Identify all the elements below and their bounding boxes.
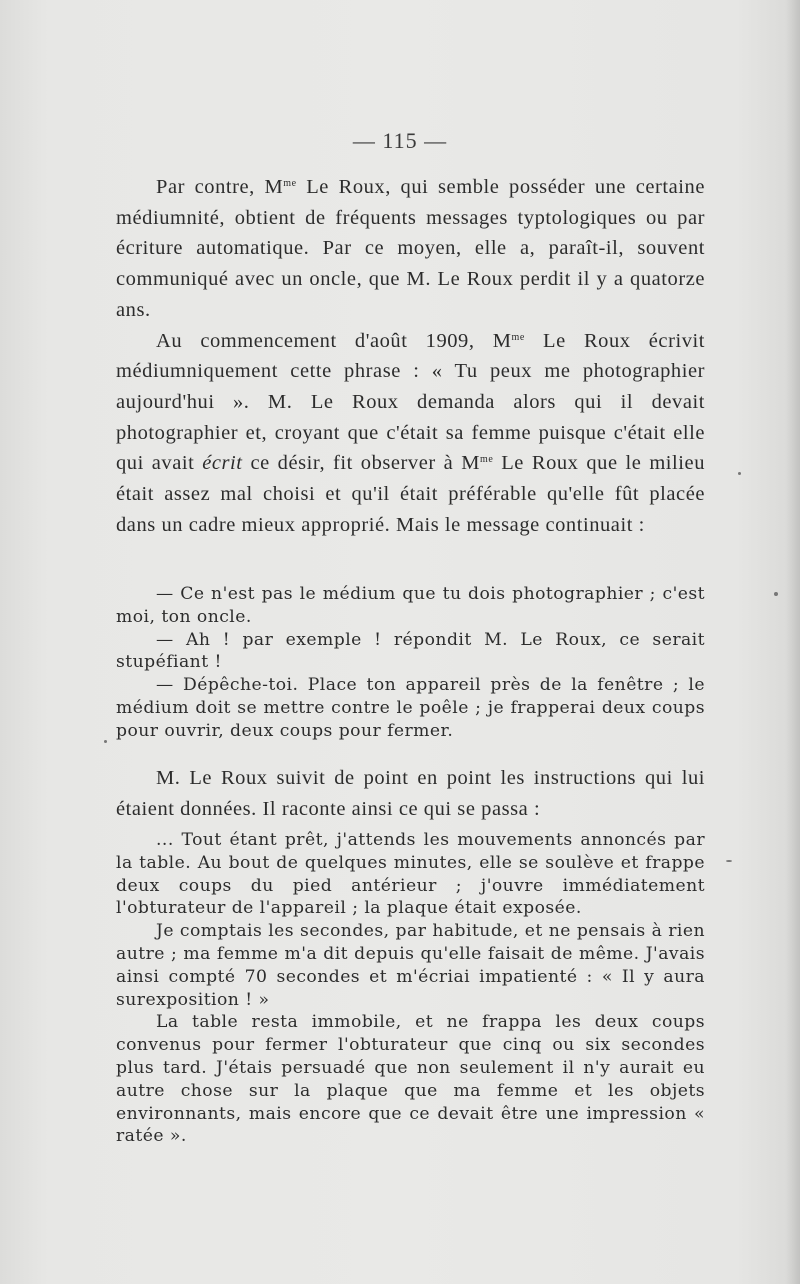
paragraph-2: Au commencement d'août 1909, $M^{me}$ Le Roux écrivit médiumniquement cette phrase : « Tu peux me photographier aujourd'hui ». M. Le Roux demanda alors qui il devait photographier et, croyant que c'était sa femme puisque c'était elle qui avait écrit ce désir, fit observer à $M^{me}$ Le Roux que le milieu était assez mal choisi et qu'il était préférable qu'elle fût placée dans un cadre mieux approprié. Mais le message continuait : <box>116 329 705 536</box>
dialogue-line: — Ah ! par exemple ! répondit M. Le Roux, ce serait stupéfiant ! <box>116 629 705 673</box>
quote-paragraph: Je comptais les secondes, par habitude, et ne pensais à rien autre ; ma femme m'a dit depuis qu'elle faisait de même. J'avais ainsi compté 70 secondes et m'écriai impatienté : « Il y aura surexposition ! » <box>116 921 705 1010</box>
quote-paragraph: La table resta immobile, et ne frappa les deux coups convenus pour fermer l'obturateur que cinq ou six secondes plus tard. J'étais persuadé que non seulement il n'y aurait eu autre chose sur la plaque que ma femme et les objets environnants, mais encore que ce devait être une impression « ratée ». <box>116 1012 705 1147</box>
body-text-top <box>116 172 705 540</box>
paper-speck <box>738 472 741 475</box>
body-text-middle <box>116 763 705 824</box>
paper-speck <box>774 592 778 596</box>
page-number: — 115 — <box>352 128 448 153</box>
dialogue-line: — Ce n'est pas le médium que tu dois photographier ; c'est moi, ton oncle. <box>116 584 705 627</box>
quoted-account <box>116 829 705 1148</box>
paper-speck <box>104 740 107 743</box>
dialogue-block <box>116 583 705 743</box>
page-edge-shadow <box>786 0 800 1284</box>
paragraph-1: Par contre, $M^{me}$ Le Roux, qui semble posséder une certaine médiumnité, obtient de fréquents messages typtologiques ou par écriture automatique. Par ce moyen, elle a, paraît-il, souvent communiqué avec un oncle, que M. Le Roux perdit il y a quatorze ans. <box>116 176 705 321</box>
paragraph-3: M. Le Roux suivit de point en point les instructions qui lui étaient données. Il raconte ainsi ce qui se passa : <box>116 767 705 820</box>
dialogue-line: — Dépêche-toi. Place ton appareil près de la fenêtre ; le médium doit se mettre contre le poêle ; je frapperai deux coups pour ouvrir, deux coups pour fermer. <box>116 675 705 741</box>
quote-paragraph: ... Tout étant prêt, j'attends les mouvements annoncés par la table. Au bout de quelques minutes, elle se soulève et frappe deux coups du pied antérieur ; j'ouvre immédiatement l'obturateur de l'appareil ; la plaque était exposée. <box>116 830 705 919</box>
paper-speck <box>726 860 732 862</box>
